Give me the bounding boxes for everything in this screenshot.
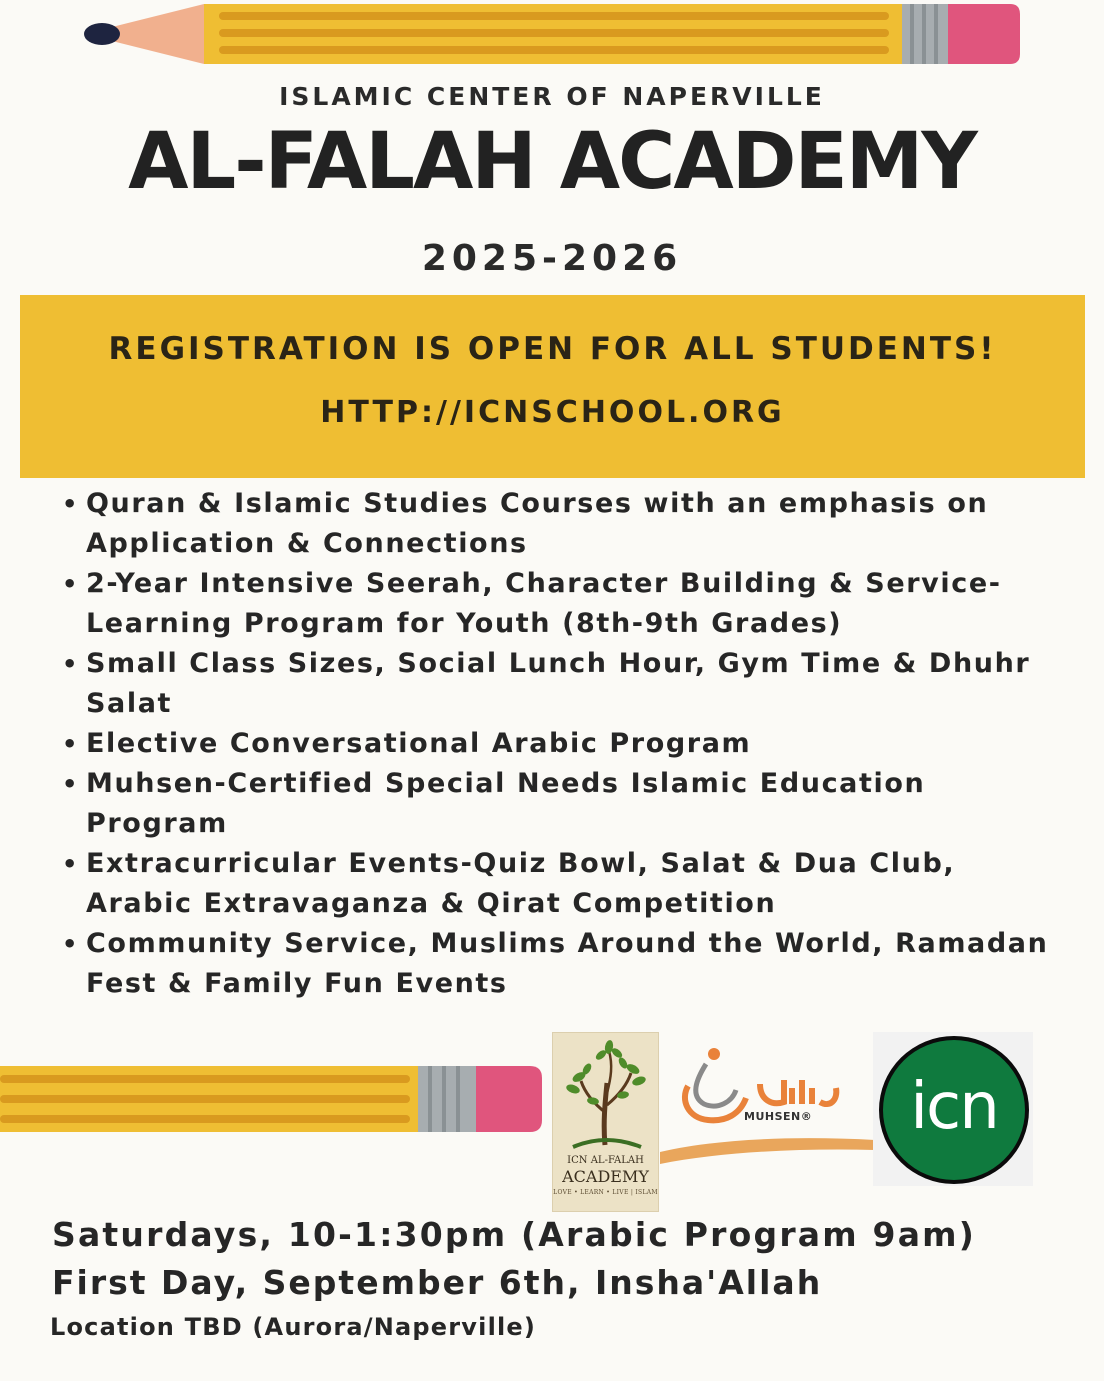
schedule-text: Saturdays, 10-1:30pm (Arabic Program 9am) <box>52 1215 977 1254</box>
icn-logo <box>873 1032 1033 1186</box>
registration-banner <box>20 295 1085 478</box>
list-item: • Extracurricular Events-Quiz Bowl, Salat & Dua Club, Arabic Extravaganza & Qirat Competition <box>60 844 1060 924</box>
pencil-illustration-top <box>84 0 1020 68</box>
bullet-icon: • <box>62 770 79 798</box>
pencil-illustration-bottom <box>0 1062 545 1137</box>
muhsen-logo-label: MUHSEN® <box>744 1110 813 1123</box>
icn-logo-text: icn <box>910 1070 998 1144</box>
bullet-icon: • <box>62 650 79 678</box>
muhsen-logo <box>660 1040 875 1170</box>
bullet-icon: • <box>62 850 79 878</box>
academy-logo-tagline: LOVE • LEARN • LIVE | ISLAM <box>553 1189 658 1196</box>
pencil-ferrule <box>418 1066 476 1132</box>
academy-logo-name: ICN AL-FALAH <box>567 1155 644 1166</box>
pencil-lead <box>84 23 120 45</box>
icn-logo-circle <box>879 1036 1029 1184</box>
first-day-text: First Day, September 6th, Insha'Allah <box>52 1263 823 1302</box>
location-text: Location TBD (Aurora/Naperville) <box>50 1313 537 1341</box>
pencil-eraser <box>948 4 1020 64</box>
bullet-icon: • <box>62 930 79 958</box>
school-year: 2025-2026 <box>421 238 683 279</box>
academy-logo <box>552 1032 659 1212</box>
list-item: • Elective Conversational Arabic Program <box>60 724 1060 764</box>
tree-icon <box>553 1033 660 1153</box>
registration-headline: REGISTRATION IS OPEN FOR ALL STUDENTS! <box>108 331 997 367</box>
school-website-link[interactable]: HTTP://ICNSCHOOL.ORG <box>320 395 785 430</box>
pencil-eraser <box>476 1066 542 1132</box>
list-item: • Muhsen-Certified Special Needs Islamic Education Program <box>60 764 1060 844</box>
list-item: • Quran & Islamic Studies Courses with an emphasis on Application & Connections <box>60 484 1060 564</box>
academy-logo-subtitle: ACADEMY <box>562 1167 649 1186</box>
organization-name: ISLAMIC CENTER OF NAPERVILLE <box>279 82 825 111</box>
muhsen-emblem-icon <box>660 1040 875 1170</box>
bullet-icon: • <box>62 730 79 758</box>
page-title: AL-FALAH ACADEMY <box>128 117 976 207</box>
list-item: • Small Class Sizes, Social Lunch Hour, Gym Time & Dhuhr Salat <box>60 644 1060 724</box>
bullet-icon: • <box>62 570 79 598</box>
list-item: • 2-Year Intensive Seerah, Character Building & Service-Learning Program for Youth (8th-9th Grades) <box>60 564 1060 644</box>
feature-list <box>60 484 1060 1004</box>
bullet-icon: • <box>62 490 79 518</box>
list-item: • Community Service, Muslims Around the World, Ramadan Fest & Family Fun Events <box>60 924 1060 1004</box>
